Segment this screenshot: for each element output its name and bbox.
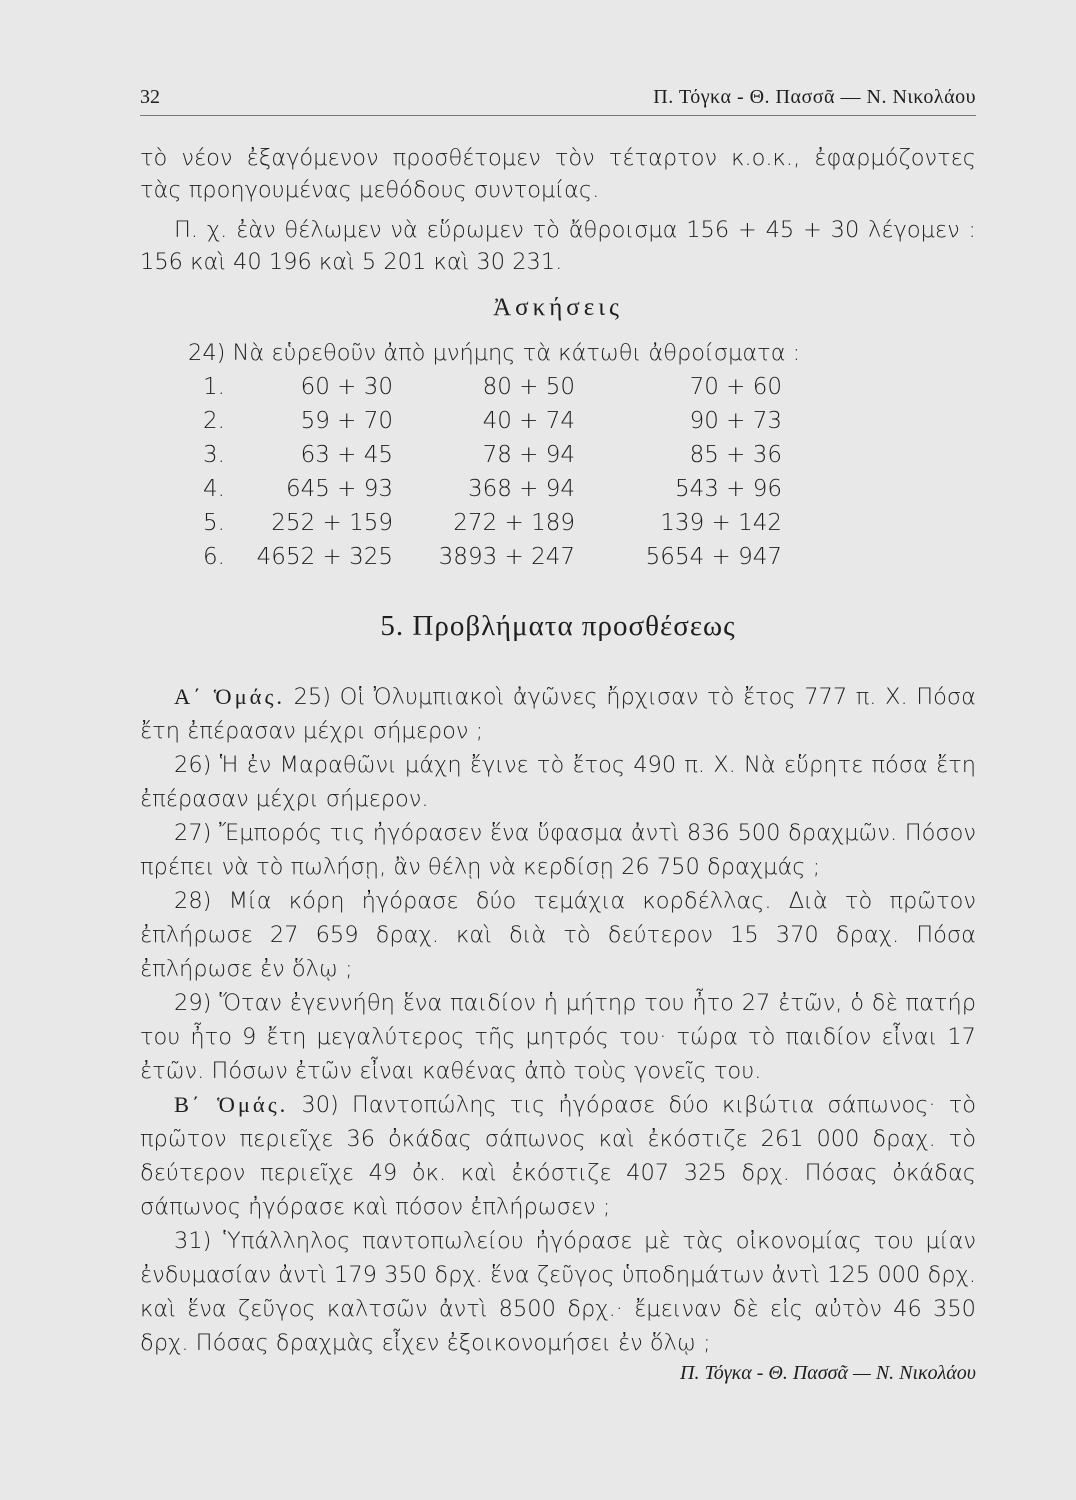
exercise-row-number: 1. [203, 374, 225, 400]
exercise-sum: 543 + 96 [674, 476, 782, 502]
exercise-row [0, 544, 1076, 578]
exercise-sum: 368 + 94 [467, 476, 575, 502]
exercise-sum: 5654 + 947 [645, 544, 782, 570]
problem-28: 28) Μία κόρη ἠγόρασε δύο τεμάχια κορδέλλας. Διὰ τὸ πρῶτον ἐπλήρωσε 27 659 δραχ. καὶ διὰ τὸ δεύτερον 15 370 δραχ. Πόσα ἐπλήρωσε ἐν ὅλῳ ; [140, 888, 976, 982]
exercise-24-prompt: 24) Νὰ εὑρεθοῦν ἀπὸ μνήμης τὰ κάτωθι ἀθροίσματα : [188, 340, 801, 366]
problem-26: 26) Ἡ ἐν Μαραθῶνι μάχη ἔγινε τὸ ἔτος 490 π. Χ. Νὰ εὕρητε πόσα ἔτη ἐπέρασαν μέχρι σήμερον. [140, 752, 976, 812]
exercise-sum: 4652 + 325 [256, 544, 393, 570]
running-title: Π. Τόγκα - Θ. Πασσᾶ — Ν. Νικολάου [653, 86, 976, 108]
exercise-sum: 40 + 74 [482, 408, 575, 434]
footer-signature: Π. Τόγκα - Θ. Πασσᾶ — Ν. Νικολάου [680, 1362, 976, 1384]
exercise-row-number: 3. [203, 442, 225, 468]
problem-30-text: 30) Παντοπώλης τις ἠγόρασε δύο κιβώτια σάπωνος· τὸ πρῶτον περιεῖχε 36 ὀκάδας σάπωνος καὶ ἐκόστιζε 261 000 δραχ. τὸ δεύτερον περιεῖχε 49 ὀκ. καὶ ἐκόστιζε 407 325 δρχ. Πόσας ὀκάδας σάπωνος ἠγόρασε καὶ πόσον ἐπλήρωσεν ; [140, 1092, 977, 1220]
exercise-sum: 60 + 30 [300, 374, 393, 400]
exercises-heading: Ἀσκήσεις [493, 294, 623, 321]
exercise-sum: 90 + 73 [689, 408, 782, 434]
exercise-sum: 139 + 142 [660, 510, 782, 536]
page-number: 32 [140, 86, 160, 108]
exercise-sum: 78 + 94 [482, 442, 575, 468]
group-a-label: Α΄ Ὁμάς. [174, 684, 285, 709]
exercise-row [0, 374, 1076, 408]
section-title: 5. Προβλήματα προσθέσεως [380, 610, 736, 642]
intro-paragraph-2: Π. χ. ἐὰν θέλωμεν νὰ εὕρωμεν τὸ ἄθροισμα 156 + 45 + 30 λέγομεν : 156 καὶ 40 196 καὶ 5 201 καὶ 30 231. [140, 217, 976, 275]
exercise-sum: 63 + 45 [300, 442, 393, 468]
exercise-sum: 3893 + 247 [438, 544, 575, 570]
page-header [140, 86, 976, 116]
problem-29: 29) Ὅταν ἐγεννήθη ἕνα παιδίον ἡ μήτηρ του ἦτο 27 ἐτῶν, ὁ δὲ πατήρ του ἦτο 9 ἔτη μεγαλύτερος τῆς μητρός του· τώρα τὸ παιδίον εἶναι 17 ἐτῶν. Πόσων ἐτῶν εἶναι καθένας ἀπὸ τοὺς γονεῖς του. [140, 990, 976, 1084]
problem-31: 31) Ὑπάλληλος παντοπωλείου ἠγόρασε μὲ τὰς οἰκονομίας του μίαν ἐνδυμασίαν ἀντὶ 179 350 δρχ. ἕνα ζεῦγος ὑποδημάτων ἀντὶ 125 000 δρχ. καὶ ἕνα ζεῦγος καλτσῶν ἀντὶ 8500 δρχ.· ἔμειναν δὲ εἰς αὐτὸν 46 350 δρχ. Πόσας δραχμὰς εἶχεν ἐξοικονομήσει ἐν ὅλῳ ; [140, 1228, 976, 1356]
intro-paragraph-1: τὸ νέον ἐξαγόμενον προσθέτομεν τὸν τέταρτον κ.ο.κ., ἐφαρμόζοντες τὰς προηγουμένας μεθόδους συντομίας. [140, 145, 976, 203]
exercise-sum: 272 + 189 [453, 510, 575, 536]
intro-text [140, 142, 976, 278]
exercise-row-number: 6. [203, 544, 225, 570]
problem-25-text: 25) Οἱ Ὀλυμπιακοὶ ἀγῶνες ἤρχισαν τὸ ἔτος 777 π. Χ. Πόσα ἔτη ἐπέρασαν μέχρι σήμερον ; [140, 684, 976, 744]
problems-text [140, 680, 976, 1360]
exercise-row [0, 476, 1076, 510]
exercise-row [0, 408, 1076, 442]
exercise-row-number: 4. [203, 476, 225, 502]
exercise-sum: 80 + 50 [482, 374, 575, 400]
exercise-sum: 252 + 159 [271, 510, 393, 536]
exercise-sum: 85 + 36 [689, 442, 782, 468]
problem-25 [140, 680, 976, 748]
problem-30 [140, 1088, 976, 1224]
exercise-sum: 645 + 93 [285, 476, 393, 502]
group-b-label: Β΄ Ὁμάς. [174, 1092, 289, 1117]
exercise-sum: 70 + 60 [689, 374, 782, 400]
exercise-row-number: 5. [203, 510, 225, 536]
exercise-sum: 59 + 70 [300, 408, 393, 434]
exercise-row-number: 2. [203, 408, 225, 434]
exercise-row [0, 442, 1076, 476]
header-divider [140, 115, 976, 116]
problem-27: 27) Ἔμπορός τις ἠγόρασεν ἕνα ὕφασμα ἀντὶ 836 500 δραχμῶν. Πόσον πρέπει νὰ τὸ πωλήσῃ, ἂν θέλῃ νὰ κερδίσῃ 26 750 δραχμάς ; [140, 820, 976, 880]
exercise-row [0, 510, 1076, 544]
